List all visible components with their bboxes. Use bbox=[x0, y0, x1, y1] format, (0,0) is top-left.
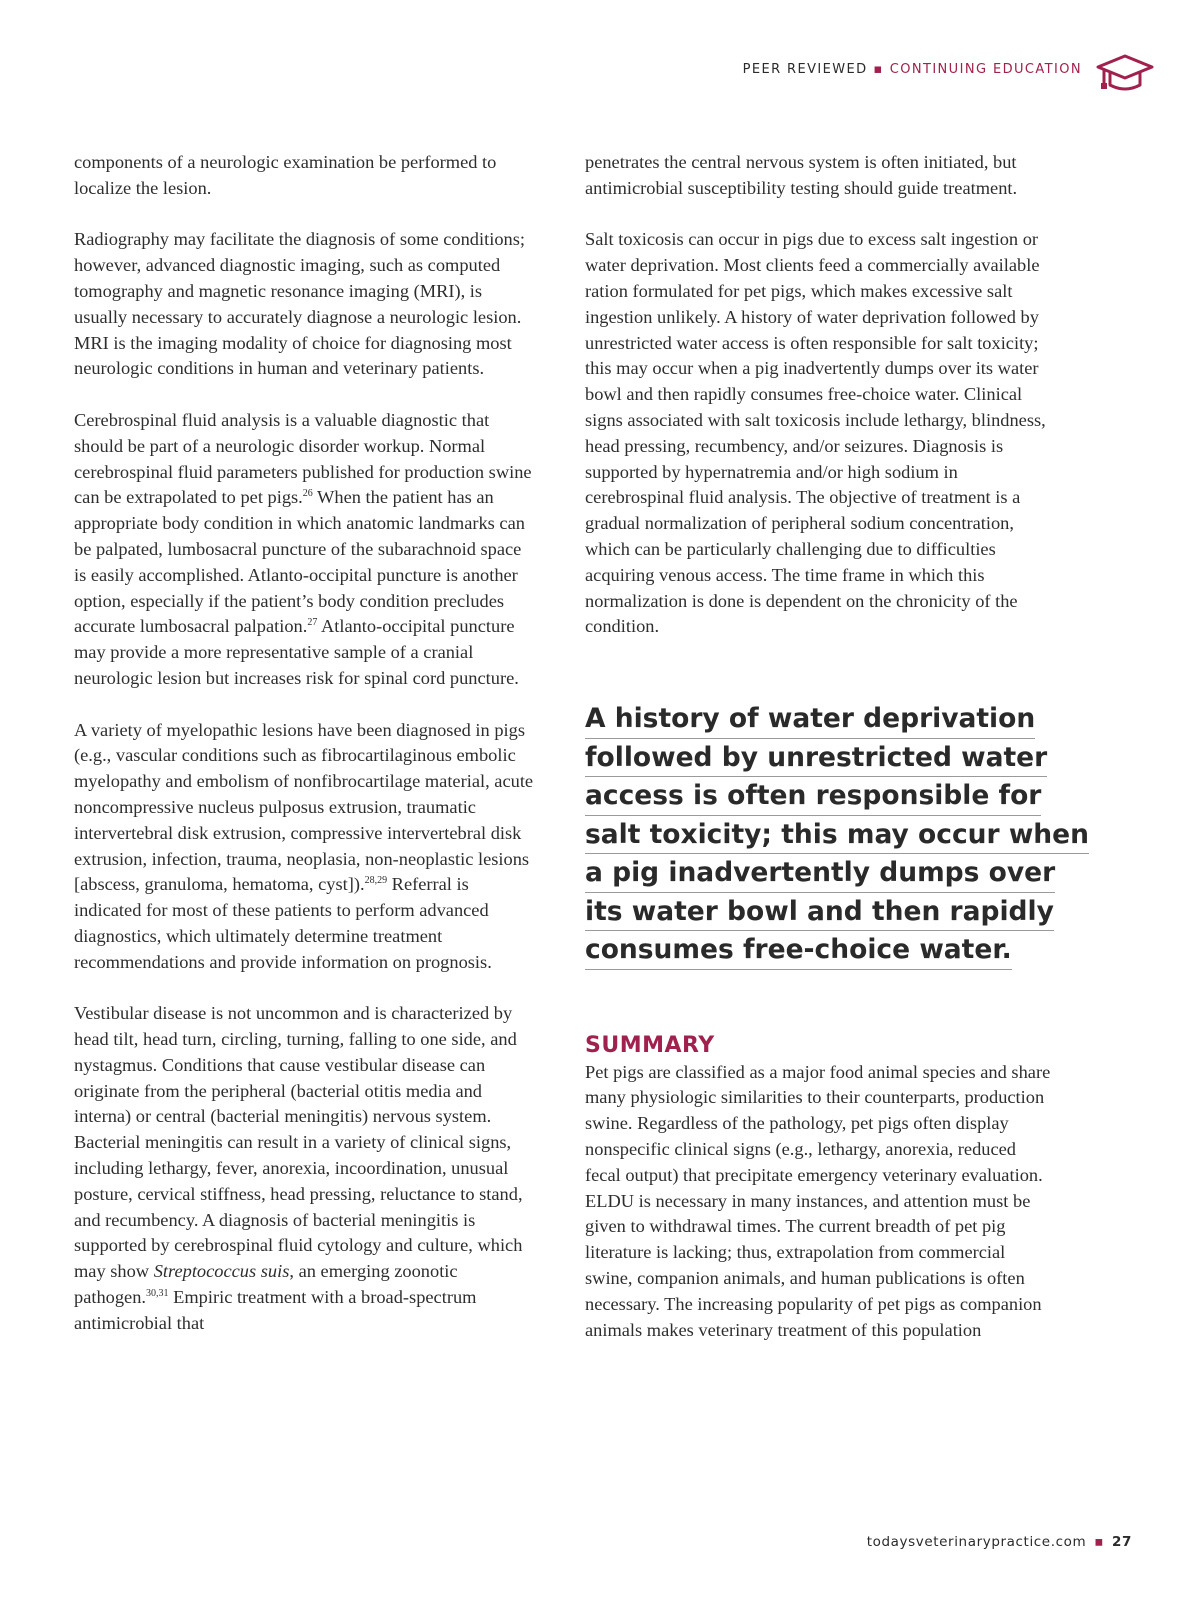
summary-paragraph: Pet pigs are classified as a major food animal species and share many physiologic similarities to their counterparts, production swine. Regardless of the pathology, pet pigs often display nonspecific clinical signs (e.g., lethargy, anorexia, reduced fecal output) that precipitate emergency veterinary evaluation. ELDU is necessary in many instances, and attention must be given to withdrawal times. The current breadth of pet pig literature is lacking; thus, extrapolation from commercial swine, companion animals, and human publications is often necessary. The increasing popularity of pet pigs as companion animals makes veterinary treatment of this population bbox=[585, 1061, 1051, 1340]
graduation-cap-icon bbox=[1096, 52, 1154, 96]
right-paragraph-2: Salt toxicosis can occur in pigs due to excess salt ingestion or water deprivation. Most clients feed a commercially available ration formulated for pet pigs, which makes excessive salt ingestion unlikely. A history of water deprivation followed by unrestricted water access is often responsible for salt toxicity; this may occur when a pig inadvertently dumps over its water bowl and then rapidly consumes free-choice water. Clinical signs associated with salt toxicosis include lethargy, blindness, head pressing, recumbency, and/or seizures. Diagnosis is supported by hypernatremia and/or high sodium in cerebrospinal fluid analysis. The objective of treatment is a gradual normalization of peripheral sodium concentration, which can be particularly challenging due to difficulties acquiring venous access. The time frame in which this normalization is done is dependent on the chronicity of the condition. bbox=[585, 229, 1046, 637]
left-paragraph-5 bbox=[74, 1001, 534, 1336]
continuing-education-label: CONTINUING EDUCATION bbox=[889, 62, 1082, 77]
citation: 30,31 bbox=[146, 1288, 169, 1300]
page-number: 27 bbox=[1112, 1534, 1132, 1550]
footer-separator: ▪ bbox=[1094, 1534, 1104, 1550]
text-run: Empiric treatment with a broad-spectrum antimicrobial that bbox=[74, 1287, 477, 1333]
pull-quote-line: access is often responsible for bbox=[585, 777, 1041, 816]
text-run: Referral is indicated for most of these patients to perform advanced diagnostics, which ultimately determine treatment recommendations and provide information on prognosis. bbox=[74, 874, 492, 972]
right-column bbox=[585, 150, 1090, 1369]
text-run: , an emerging zoonotic pathogen. bbox=[74, 1261, 458, 1308]
pull-quote bbox=[585, 700, 1090, 970]
text-run: Vestibular disease is not uncommon and is characterized by head tilt, head turn, circling, turning, falling to one side, and nystagmus. Conditions that cause vestibular disease can originate from the peripheral (bacterial otitis media and interna) or central (bacterial meningitis) nervous system. Bacterial meningitis can result in a variety of clinical signs, including lethargy, fever, anorexia, incoordination, unusual posture, cervical stiffness, head pressing, reluctance to stand, and recumbency. A diagnosis of bacterial meningitis is supported by cerebrospinal fluid cytology and culture, which may show bbox=[74, 1003, 523, 1282]
pull-quote-line: a pig inadvertently dumps over bbox=[585, 854, 1055, 893]
text-run: Cerebrospinal fluid analysis is a valuable diagnostic that should be part of a neurologic disorder workup. Normal cerebrospinal fluid parameters published for production swine can be extrapolated to pet pigs. bbox=[74, 409, 532, 508]
pull-quote-line: salt toxicity; this may occur when bbox=[585, 816, 1089, 855]
text-run: When the patient has an appropriate body condition in which anatomic landmarks can be palpated, lumbosacral puncture of the subarachnoid space is easily accomplished. Atlanto-occipital puncture is another option, especially if the patient’s body condition precludes accurate lumbosacral palpation. bbox=[74, 487, 525, 637]
website-link[interactable]: todaysveterinarypractice.com bbox=[866, 1534, 1087, 1550]
citation: 26 bbox=[302, 488, 313, 500]
right-paragraph-1: penetrates the central nervous system is often initiated, but antimicrobial susceptibility testing should guide treatment. bbox=[585, 152, 1018, 198]
left-column bbox=[74, 150, 534, 1362]
text-run: Atlanto-occipital puncture may provide a more representative sample of a cranial neurologic lesion but increases risk for spinal cord puncture. bbox=[74, 616, 519, 688]
running-header bbox=[743, 62, 1082, 77]
summary-heading: SUMMARY bbox=[585, 1032, 715, 1058]
pull-quote-line: consumes free-choice water. bbox=[585, 931, 1012, 970]
citation: 27 bbox=[307, 617, 318, 629]
left-paragraph-2: Radiography may facilitate the diagnosis of some conditions; however, advanced diagnostic imaging, such as computed tomography and magnetic resonance imaging (MRI), is usually necessary to accurately diagnose a neurologic lesion. MRI is the imaging modality of choice for diagnosing most neurologic conditions in human and veterinary patients. bbox=[74, 229, 525, 379]
peer-reviewed-label: PEER REVIEWED bbox=[742, 62, 868, 77]
species-name: Streptococcus suis bbox=[153, 1261, 290, 1282]
text-run: A variety of myelopathic lesions have been diagnosed in pigs (e.g., vascular conditions such as fibrocartilaginous embolic myelopathy and embolism of nonfibrocartilage material, acute noncompressive nucleus pulposus extrusion, traumatic intervertebral disk extrusion, compressive intervertebral disk extrusion, infection, trauma, neoplasia, non-neoplastic lesions [abscess, granuloma, hematoma, cyst]). bbox=[74, 719, 534, 895]
pull-quote-line: its water bowl and then rapidly bbox=[585, 893, 1054, 932]
pull-quote-line: followed by unrestricted water bbox=[585, 739, 1047, 778]
pull-quote-line: A history of water deprivation bbox=[585, 700, 1035, 739]
left-paragraph-1: components of a neurologic examination be performed to localize the lesion. bbox=[74, 152, 497, 198]
page-footer bbox=[867, 1534, 1132, 1550]
citation: 28,29 bbox=[364, 875, 388, 887]
left-paragraph-3 bbox=[74, 408, 534, 692]
left-paragraph-4 bbox=[74, 718, 534, 976]
header-separator: ▪ bbox=[873, 62, 884, 77]
